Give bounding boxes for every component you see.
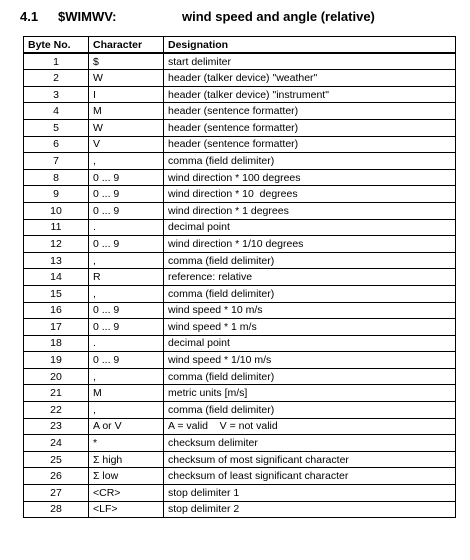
table-row [24,435,456,452]
table-row [24,70,456,87]
table-row [24,86,456,103]
table-row [24,236,456,253]
section-title: wind speed and angle (relative) [182,9,375,24]
designation-cell: wind direction * 1/10 degrees [164,236,456,253]
designation-cell: metric units [m/s] [164,385,456,402]
column-header-character: Character [89,37,164,54]
designation-cell: comma (field delimiter) [164,252,456,269]
byte-number-cell: 20 [24,368,89,385]
table-row [24,501,456,518]
table-row [24,169,456,186]
byte-number-cell: 26 [24,468,89,485]
byte-number-cell: 4 [24,103,89,120]
character-cell: 0 ... 9 [89,169,164,186]
character-cell: 0 ... 9 [89,319,164,336]
designation-cell: A = valid V = not valid [164,418,456,435]
character-cell: <LF> [89,501,164,518]
character-cell: , [89,402,164,419]
table-row [24,103,456,120]
designation-cell: comma (field delimiter) [164,402,456,419]
byte-number-cell: 5 [24,119,89,136]
character-cell: V [89,136,164,153]
character-cell: , [89,252,164,269]
designation-cell: stop delimiter 1 [164,485,456,502]
table-header-row [24,37,456,54]
table-row [24,269,456,286]
character-cell: , [89,368,164,385]
table-row [24,186,456,203]
designation-cell: header (talker device) "instrument" [164,86,456,103]
table-row [24,352,456,369]
table-row [24,136,456,153]
column-header-byte-no: Byte No. [24,37,89,54]
character-cell: . [89,335,164,352]
table-row [24,119,456,136]
character-cell: 0 ... 9 [89,236,164,253]
character-cell: W [89,119,164,136]
byte-number-cell: 18 [24,335,89,352]
byte-number-cell: 8 [24,169,89,186]
byte-number-cell: 23 [24,418,89,435]
byte-number-cell: 3 [24,86,89,103]
designation-cell: checksum of least significant character [164,468,456,485]
character-cell: * [89,435,164,452]
designation-cell: checksum delimiter [164,435,456,452]
designation-cell: decimal point [164,219,456,236]
designation-cell: header (sentence formatter) [164,119,456,136]
character-cell: I [89,86,164,103]
character-cell: 0 ... 9 [89,186,164,203]
column-header-designation: Designation [164,37,456,54]
designation-cell: wind speed * 10 m/s [164,302,456,319]
byte-number-cell: 21 [24,385,89,402]
byte-number-cell: 11 [24,219,89,236]
designation-cell: header (sentence formatter) [164,136,456,153]
byte-number-cell: 24 [24,435,89,452]
byte-number-cell: 7 [24,153,89,170]
designation-cell: wind direction * 1 degrees [164,202,456,219]
designation-cell: decimal point [164,335,456,352]
table-row [24,285,456,302]
byte-number-cell: 12 [24,236,89,253]
table-row [24,153,456,170]
character-cell: $ [89,53,164,70]
section-number: 4.1 [20,9,39,24]
character-cell: R [89,269,164,286]
character-cell: Σ low [89,468,164,485]
designation-cell: reference: relative [164,269,456,286]
sentence-format-table [23,36,456,518]
table-row [24,485,456,502]
designation-cell: comma (field delimiter) [164,285,456,302]
designation-cell: comma (field delimiter) [164,153,456,170]
byte-number-cell: 17 [24,319,89,336]
character-cell: , [89,153,164,170]
character-cell: 0 ... 9 [89,352,164,369]
designation-cell: header (talker device) "weather" [164,70,456,87]
byte-number-cell: 15 [24,285,89,302]
table-row [24,219,456,236]
character-cell: M [89,103,164,120]
designation-cell: stop delimiter 2 [164,501,456,518]
character-cell: . [89,219,164,236]
byte-number-cell: 22 [24,402,89,419]
byte-number-cell: 25 [24,451,89,468]
character-cell: Σ high [89,451,164,468]
designation-cell: wind direction * 100 degrees [164,169,456,186]
byte-number-cell: 10 [24,202,89,219]
designation-cell: start delimiter [164,53,456,70]
designation-cell: comma (field delimiter) [164,368,456,385]
byte-number-cell: 16 [24,302,89,319]
designation-cell: checksum of most significant character [164,451,456,468]
table-body [24,53,456,518]
table-row [24,53,456,70]
table-row [24,319,456,336]
table-row [24,335,456,352]
table-row [24,402,456,419]
table-row [24,302,456,319]
character-cell: 0 ... 9 [89,202,164,219]
byte-number-cell: 9 [24,186,89,203]
table-row [24,368,456,385]
table-row [24,451,456,468]
byte-number-cell: 13 [24,252,89,269]
table-row [24,468,456,485]
byte-number-cell: 2 [24,70,89,87]
designation-cell: header (sentence formatter) [164,103,456,120]
character-cell: , [89,285,164,302]
character-cell: M [89,385,164,402]
designation-cell: wind speed * 1 m/s [164,319,456,336]
table-row [24,202,456,219]
designation-cell: wind direction * 10 degrees [164,186,456,203]
table-row [24,385,456,402]
byte-number-cell: 1 [24,53,89,70]
byte-number-cell: 28 [24,501,89,518]
byte-number-cell: 19 [24,352,89,369]
table-row [24,418,456,435]
table-row [24,252,456,269]
byte-number-cell: 27 [24,485,89,502]
character-cell: A or V [89,418,164,435]
character-cell: <CR> [89,485,164,502]
designation-cell: wind speed * 1/10 m/s [164,352,456,369]
byte-number-cell: 6 [24,136,89,153]
sentence-code: $WIMWV: [58,9,117,24]
byte-number-cell: 14 [24,269,89,286]
character-cell: 0 ... 9 [89,302,164,319]
character-cell: W [89,70,164,87]
